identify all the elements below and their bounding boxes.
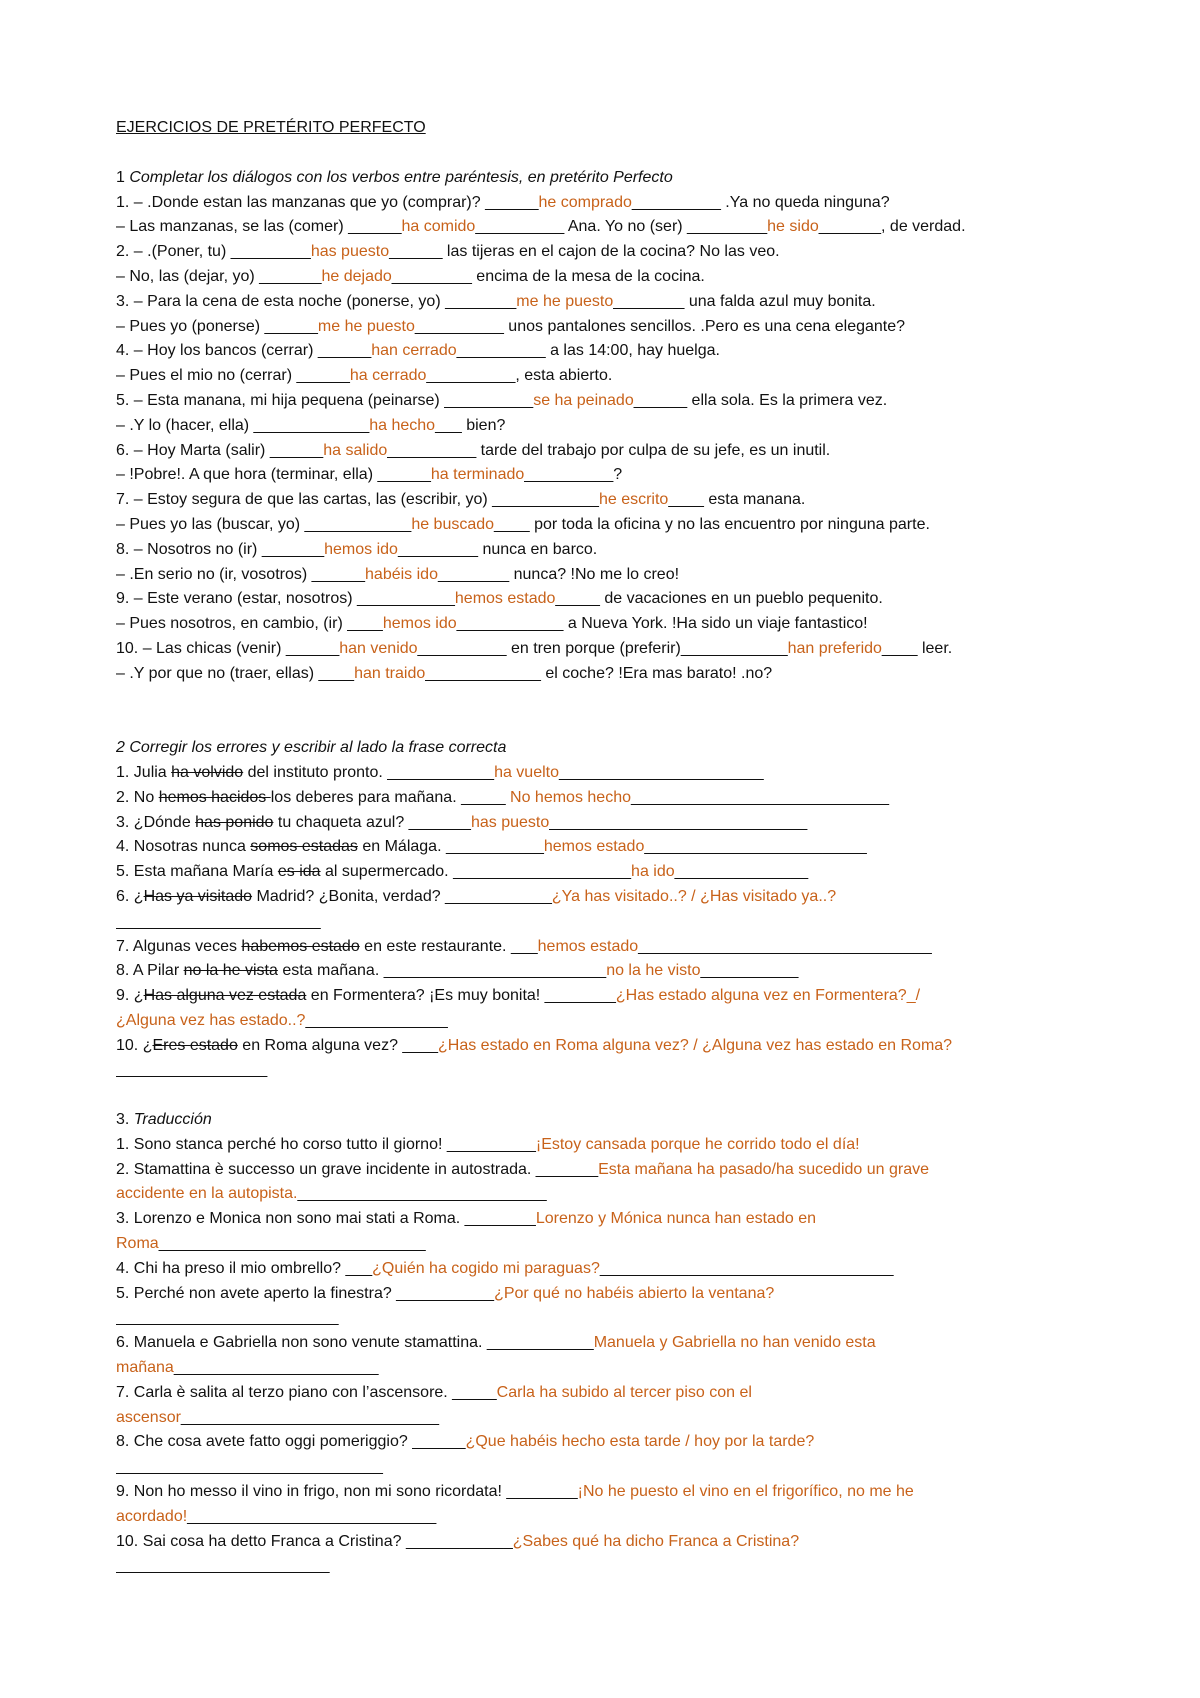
exercise-line <box>116 1455 1100 1480</box>
section-1-exercises <box>116 191 1100 687</box>
prompt-text: tu chaqueta azul? _______ <box>273 813 471 831</box>
exercise-line <box>116 1158 1100 1183</box>
prompt-text: 6. – Hoy Marta (salir) ______ <box>116 441 324 459</box>
prompt-text: _____________________________ <box>549 813 808 831</box>
exercise-line <box>116 513 1100 538</box>
prompt-text: – No, las (dejar, yo) _______ <box>116 267 322 285</box>
answer-text: accidente en la autopista. <box>116 1185 298 1203</box>
prompt-text: en Formentera? ¡Es muy bonita! ________ <box>306 987 616 1005</box>
exercise-line <box>116 215 1100 240</box>
exercise-line <box>116 1554 1100 1579</box>
prompt-text: – .Y por que no (traer, ellas) ____ <box>116 664 355 682</box>
answer-text: ¿Has estado alguna vez en Formentera?_/ <box>615 987 921 1005</box>
exercise-line <box>116 1530 1100 1555</box>
exercise-line <box>116 637 1100 662</box>
struck-error-text: Has ya visitado <box>143 887 253 905</box>
prompt-text: 10. ¿ <box>116 1036 153 1054</box>
exercise-line <box>116 290 1100 315</box>
prompt-text: ____________________________ <box>187 1507 437 1525</box>
prompt-text: __________ tarde del trabajo por culpa de su jefe, es un inutil. <box>387 441 831 459</box>
answer-text: ¡Estoy cansada porque he corrido todo el día! <box>535 1135 860 1153</box>
prompt-text: 3. – Para la cena de esta noche (ponerse, yo) ________ <box>116 292 517 310</box>
exercise-line <box>116 265 1100 290</box>
exercise-line <box>116 414 1100 439</box>
answer-text: hemos estado <box>543 838 645 856</box>
prompt-text: 3. Lorenzo e Monica non sono mai stati a Roma. ________ <box>116 1210 536 1228</box>
section-3-number: 3. <box>116 1111 134 1129</box>
answer-text: ¿Por qué no habéis abierto la ventana? <box>494 1284 775 1302</box>
answer-text: Manuela y Gabriella no han venido esta <box>593 1334 876 1352</box>
answer-text: Roma <box>116 1235 159 1253</box>
prompt-text: _____________________________ <box>180 1408 439 1426</box>
exercise-line <box>116 910 1100 935</box>
prompt-text: 8. Che cosa avete fatto oggi pomeriggio? ______ <box>116 1433 466 1451</box>
answer-text: he escrito <box>598 491 669 509</box>
exercise-line <box>116 1207 1100 1232</box>
exercise-line <box>116 240 1100 265</box>
prompt-text: ____________________________ <box>297 1185 547 1203</box>
exercise-line <box>116 1257 1100 1282</box>
exercise-line <box>116 860 1100 885</box>
prompt-text: – .En serio no (ir, vosotros) ______ <box>116 565 366 583</box>
prompt-text: Madrid? ¿Bonita, verdad? ____________ <box>252 887 552 905</box>
prompt-text: 7. Carla è salita al terzo piano con l’ascensore. _____ <box>116 1383 497 1401</box>
exercise-line <box>116 315 1100 340</box>
answer-text: he sido <box>767 218 819 236</box>
exercise-line <box>116 439 1100 464</box>
answer-text: ¿Quién ha cogido mi paraguas? <box>372 1259 600 1277</box>
struck-error-text: has ponido <box>195 813 274 831</box>
prompt-text: ____ por toda la oficina y no las encuentro por ninguna parte. <box>494 515 930 533</box>
answer-text: ¿Has estado en Roma alguna vez? / ¿Alguna vez has estado en Roma? <box>438 1036 953 1054</box>
prompt-text: 2. – .(Poner, tu) _________ <box>116 243 311 261</box>
worksheet <box>116 116 1100 1579</box>
prompt-text: _____ de vacaciones en un pueblo pequenito. <box>555 590 883 608</box>
answer-text: han traido <box>354 664 426 682</box>
prompt-text: – !Pobre!. A que hora (terminar, ella) ______ <box>116 466 431 484</box>
prompt-text: 3. ¿Dónde <box>116 813 196 831</box>
exercise-line <box>116 1182 1100 1207</box>
exercise-line <box>116 959 1100 984</box>
answer-text: ¿Ya has visitado..? / ¿Has visitado ya..? <box>551 887 837 905</box>
exercise-line <box>116 339 1100 364</box>
prompt-text: _______________________ <box>559 763 764 781</box>
prompt-text: __________, esta abierto. <box>426 367 613 385</box>
prompt-text: ____________ a Nueva York. !Ha sido un viaje fantastico! <box>456 615 868 633</box>
answer-text: Carla ha subido al tercer piso con el <box>496 1383 752 1401</box>
answer-text: ¡No he puesto el vino en el frigorífico, no me he <box>577 1483 914 1501</box>
prompt-text: ________ una falda azul muy bonita. <box>613 292 876 310</box>
exercise-line <box>116 191 1100 216</box>
prompt-text: 9. Non ho messo il vino in frigo, non mi sono ricordata! ________ <box>116 1483 578 1501</box>
prompt-text: – Pues yo (ponerse) ______ <box>116 317 318 335</box>
answer-text: han venido <box>339 639 418 657</box>
struck-error-text: ha volvido <box>171 763 244 781</box>
prompt-text: 6. Manuela e Gabriella non sono venute stamattina. ____________ <box>116 1334 594 1352</box>
answer-text: ¿Sabes qué ha dicho Franca a Cristina? <box>512 1532 800 1550</box>
answer-text: has puesto <box>310 243 390 261</box>
prompt-text: al supermercado. ____________________ <box>320 863 632 881</box>
prompt-text: ____ leer. <box>881 639 953 657</box>
prompt-text: _________________ <box>116 1061 268 1079</box>
prompt-text: __________ a las 14:00, hay huelga. <box>456 342 720 360</box>
section-1-instruction: Completar los diálogos con los verbos entre paréntesis, en pretérito Perfecto <box>129 168 673 186</box>
exercise-line <box>116 1058 1100 1083</box>
prompt-text: ________________________ <box>116 1557 330 1575</box>
prompt-text: en Málaga. ___________ <box>357 838 544 856</box>
prompt-text: 8. A Pilar <box>116 962 184 980</box>
prompt-text: 4. – Hoy los bancos (cerrar) ______ <box>116 342 372 360</box>
prompt-text: 1. Sono stanca perché ho corso tutto il giorno! __________ <box>116 1135 536 1153</box>
prompt-text: 9. ¿ <box>116 987 144 1005</box>
exercise-line <box>116 488 1100 513</box>
prompt-text: 2. Stamattina è successo un grave incidente in autostrada. _______ <box>116 1160 599 1178</box>
exercise-line <box>116 1480 1100 1505</box>
section-2-exercises <box>116 761 1100 1083</box>
prompt-text: _________________________ <box>644 838 867 856</box>
exercise-line <box>116 538 1100 563</box>
prompt-text: 9. – Este verano (estar, nosotros) ___________ <box>116 590 455 608</box>
prompt-text: 5. – Esta manana, mi hija pequena (peinarse) __________ <box>116 391 534 409</box>
prompt-text: del instituto pronto. ____________ <box>243 763 495 781</box>
prompt-text: _______, de verdad. <box>818 218 966 236</box>
prompt-text: 4. Nosotras nunca <box>116 838 251 856</box>
section-1-heading <box>116 166 1100 191</box>
prompt-text: _____________________________ <box>631 788 890 806</box>
prompt-text: ______ las tijeras en el cajon de la cocina? No las veo. <box>389 243 780 261</box>
exercise-line <box>116 1133 1100 1158</box>
prompt-text: 2. No <box>116 788 159 806</box>
answer-text: ¿Alguna vez has estado..? <box>116 1011 306 1029</box>
exercise-line <box>116 1381 1100 1406</box>
prompt-text: – Las manzanas, se las (comer) ______ <box>116 218 402 236</box>
answer-text: he comprado <box>538 193 632 211</box>
answer-text: me he puesto <box>317 317 415 335</box>
struck-error-text: somos estadas <box>250 838 358 856</box>
answer-text: ha salido <box>323 441 388 459</box>
exercise-line <box>116 811 1100 836</box>
prompt-text: _________ nunca en barco. <box>397 540 598 558</box>
prompt-text: 5. Perché non avete aperto la finestra? ___________ <box>116 1284 495 1302</box>
answer-text: hemos estado <box>454 590 556 608</box>
prompt-text: 1. – .Donde estan las manzanas que yo (comprar)? ______ <box>116 193 539 211</box>
prompt-text: 10. Sai cosa ha detto Franca a Cristina? ____________ <box>116 1532 513 1550</box>
exercise-line <box>116 587 1100 612</box>
answer-text: habéis ido <box>365 565 438 583</box>
prompt-text: _________________________________ <box>599 1259 894 1277</box>
exercise-line <box>116 1430 1100 1455</box>
prompt-text: – .Y lo (hacer, ella) _____________ <box>116 416 370 434</box>
prompt-text: _________________________________ <box>638 937 932 955</box>
answer-text: ha ido <box>631 863 675 881</box>
exercise-line <box>116 1356 1100 1381</box>
exercise-line <box>116 662 1100 687</box>
prompt-text: – Pues nosotros, en cambio, (ir) ____ <box>116 615 383 633</box>
exercise-line <box>116 463 1100 488</box>
answer-text: has puesto <box>470 813 550 831</box>
section-3-heading <box>116 1108 1100 1133</box>
prompt-text: 10. – Las chicas (venir) ______ <box>116 639 340 657</box>
prompt-text: 8. – Nosotros no (ir) _______ <box>116 540 325 558</box>
prompt-text: 7. Algunas veces <box>116 937 242 955</box>
section-3-instruction: Traducción <box>133 1111 212 1129</box>
answer-text: no la he visto <box>606 962 701 980</box>
answer-text: ¿Que habéis hecho esta tarde / hoy por la tarde? <box>465 1433 815 1451</box>
answer-text: hemos estado <box>537 937 639 955</box>
exercise-line <box>116 1406 1100 1431</box>
exercise-line <box>116 389 1100 414</box>
prompt-text: _______________ <box>674 863 809 881</box>
prompt-text: 4. Chi ha preso il mio ombrello? ___ <box>116 1259 373 1277</box>
prompt-text: __________ en tren porque (preferir)____________ <box>417 639 788 657</box>
exercise-line <box>116 1009 1100 1034</box>
answer-text: ha vuelto <box>494 763 559 781</box>
prompt-text: los deberes para mañana. _____ <box>270 788 511 806</box>
prompt-text: en este restaurante. ___ <box>359 937 538 955</box>
prompt-text: ______________________________ <box>158 1235 426 1253</box>
prompt-text: __________ .Ya no queda ninguna? <box>631 193 890 211</box>
exercise-line <box>116 1505 1100 1530</box>
exercise-line <box>116 1331 1100 1356</box>
prompt-text: 1. Julia <box>116 763 172 781</box>
exercise-line <box>116 885 1100 910</box>
exercise-line <box>116 612 1100 637</box>
prompt-text: _______________________ <box>116 912 321 930</box>
struck-error-text: Has alguna vez estada <box>143 987 307 1005</box>
answer-text: Esta mañana ha pasado/ha sucedido un grave <box>598 1160 929 1178</box>
section-1-number: 1 <box>116 168 130 186</box>
answer-text: han preferido <box>787 639 882 657</box>
answer-text: No hemos hecho <box>510 788 631 806</box>
answer-text: ha terminado <box>430 466 525 484</box>
prompt-text: ________ nunca? !No me lo creo! <box>437 565 680 583</box>
answer-text: ha hecho <box>369 416 436 434</box>
prompt-text: _________ encima de la mesa de la cocina. <box>391 267 705 285</box>
answer-text: se ha peinado <box>533 391 634 409</box>
prompt-text: ______________________________ <box>116 1458 383 1476</box>
exercise-line <box>116 364 1100 389</box>
exercise-line <box>116 984 1100 1009</box>
answer-text: hemos ido <box>382 615 457 633</box>
exercise-line <box>116 1232 1100 1257</box>
struck-error-text: hemos hacidos <box>158 788 271 806</box>
spacer <box>116 1083 1100 1108</box>
answer-text: he buscado <box>411 515 495 533</box>
worksheet-title: EJERCICIOS DE PRETÉRITO PERFECTO <box>116 119 426 136</box>
prompt-text: __________ unos pantalones sencillos. .Pero es una cena elegante? <box>414 317 906 335</box>
answer-text: hemos ido <box>324 540 398 558</box>
prompt-text: 6. ¿ <box>116 887 144 905</box>
prompt-text: esta mañana. _________________________ <box>277 962 607 980</box>
prompt-text: ________________ <box>305 1011 448 1029</box>
prompt-text: _________________________ <box>116 1309 339 1327</box>
exercise-line <box>116 835 1100 860</box>
answer-text: ha comido <box>401 218 476 236</box>
prompt-text: ____ esta manana. <box>668 491 806 509</box>
answer-text: he dejado <box>321 267 392 285</box>
exercise-line <box>116 786 1100 811</box>
exercise-line <box>116 1034 1100 1059</box>
exercise-line <box>116 563 1100 588</box>
answer-text: mañana <box>116 1359 174 1377</box>
answer-text: ha cerrado <box>349 367 427 385</box>
prompt-text: _______________________ <box>173 1359 379 1377</box>
exercise-line <box>116 1282 1100 1307</box>
prompt-text: ___ bien? <box>435 416 506 434</box>
section-3-exercises <box>116 1133 1100 1579</box>
prompt-text: _____________ el coche? !Era mas barato! .no? <box>425 664 773 682</box>
answer-text: me he puesto <box>516 292 614 310</box>
struck-error-text: Eres estado <box>152 1036 238 1054</box>
section-2-heading: 2 Corregir los errores y escribir al lado la frase correcta <box>116 739 507 757</box>
struck-error-text: es ida <box>277 863 321 881</box>
answer-text: acordado! <box>116 1507 188 1525</box>
prompt-text: 5. Esta mañana María <box>116 863 278 881</box>
exercise-line <box>116 1306 1100 1331</box>
prompt-text: __________? <box>524 466 623 484</box>
answer-text: ascensor <box>116 1408 181 1426</box>
exercise-line <box>116 935 1100 960</box>
answer-text: Lorenzo y Mónica nunca han estado en <box>535 1210 817 1228</box>
struck-error-text: habemos estado <box>241 937 360 955</box>
prompt-text: ______ ella sola. Es la primera vez. <box>633 391 888 409</box>
prompt-text: – Pues yo las (buscar, yo) ____________ <box>116 515 412 533</box>
answer-text: han cerrado <box>371 342 457 360</box>
spacer <box>116 687 1100 737</box>
prompt-text: – Pues el mio no (cerrar) ______ <box>116 367 350 385</box>
prompt-text: 7. – Estoy segura de que las cartas, las (escribir, yo) ____________ <box>116 491 599 509</box>
exercise-line <box>116 761 1100 786</box>
struck-error-text: no la he vista <box>183 962 278 980</box>
prompt-text: __________ Ana. Yo no (ser) _________ <box>475 218 768 236</box>
prompt-text: ___________ <box>700 962 799 980</box>
prompt-text: en Roma alguna vez? ____ <box>237 1036 438 1054</box>
